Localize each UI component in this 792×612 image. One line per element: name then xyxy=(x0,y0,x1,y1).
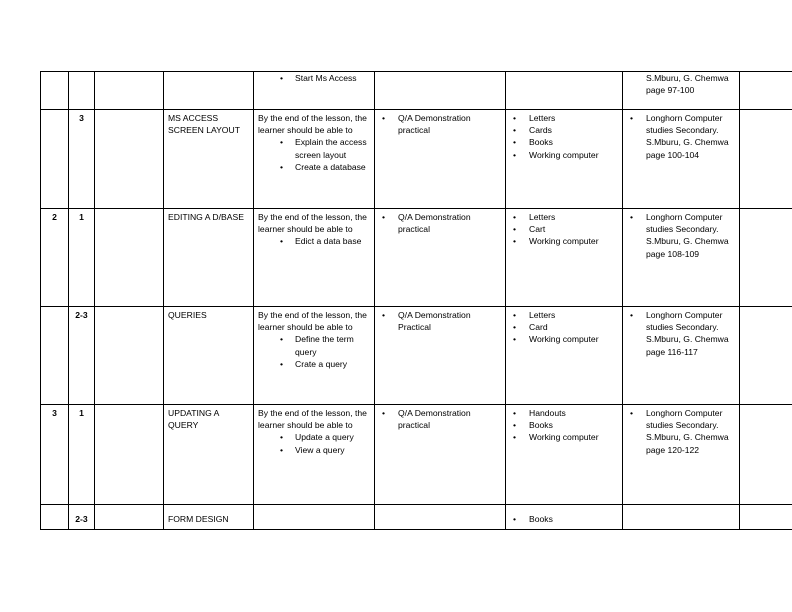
method-item-list xyxy=(379,211,501,235)
reference-item-list xyxy=(627,309,735,358)
lesson-cell xyxy=(69,405,95,505)
topic-cell xyxy=(164,505,254,530)
references-cell xyxy=(623,307,740,405)
objective-item: • Edict a data base xyxy=(278,235,370,247)
references-cell xyxy=(623,209,740,307)
resources-cell xyxy=(506,110,623,209)
topic-title: EDITING A D/BASE xyxy=(168,212,244,222)
methods-cell xyxy=(375,505,506,530)
methods-cell xyxy=(375,72,506,110)
resource-item: • Working computer xyxy=(510,431,618,443)
objective-item-list xyxy=(258,235,370,247)
topic-cell xyxy=(164,209,254,307)
reference-item: • Longhorn Computer studies Secondary. S.Mburu, G. Chemwa page 116-117 xyxy=(627,309,735,358)
objective-item-list xyxy=(258,136,370,173)
table-row xyxy=(41,209,792,307)
blank-cell xyxy=(95,405,164,505)
resource-item: • Letters xyxy=(510,211,618,223)
objectives-cell xyxy=(254,405,375,505)
objectives-intro: By the end of the lesson, the learner should be able to xyxy=(258,408,367,431)
blank-cell xyxy=(95,72,164,110)
references-cell xyxy=(623,110,740,209)
lesson-cell xyxy=(69,110,95,209)
method-item: • Q/A Demonstration practical xyxy=(379,407,501,431)
topic-cell xyxy=(164,405,254,505)
resources-cell xyxy=(506,209,623,307)
objectives-intro: By the end of the lesson, the learner should be able to xyxy=(258,310,367,333)
objectives-cell xyxy=(254,307,375,405)
resource-item: • Working computer xyxy=(510,235,618,247)
topic-cell xyxy=(164,110,254,209)
lesson-number: 2-3 xyxy=(75,310,88,320)
resource-item: • Handouts xyxy=(510,407,618,419)
topic-cell xyxy=(164,72,254,110)
resources-cell xyxy=(506,307,623,405)
week-cell xyxy=(41,405,69,505)
table-row xyxy=(41,405,792,505)
lesson-number: 1 xyxy=(79,212,84,222)
resources-cell xyxy=(506,405,623,505)
resources-cell xyxy=(506,505,623,530)
resources-cell xyxy=(506,72,623,110)
lesson-cell xyxy=(69,505,95,530)
objectives-cell xyxy=(254,209,375,307)
lesson-cell xyxy=(69,72,95,110)
lesson-number: 1 xyxy=(79,408,84,418)
scheme-of-work-table xyxy=(40,71,792,530)
week-cell xyxy=(41,209,69,307)
topic-cell xyxy=(164,307,254,405)
objectives-cell xyxy=(254,110,375,209)
remarks-cell xyxy=(740,110,792,209)
table-row xyxy=(41,307,792,405)
resource-item-list xyxy=(510,407,618,444)
blank-cell xyxy=(95,209,164,307)
objective-item-list xyxy=(258,72,370,84)
remarks-cell xyxy=(740,405,792,505)
resource-item: • Cart xyxy=(510,223,618,235)
method-item-list xyxy=(379,407,501,431)
objective-item: • Start Ms Access xyxy=(278,72,370,84)
resource-item-list xyxy=(510,211,618,248)
topic-title: MS ACCESS SCREEN LAYOUT xyxy=(168,113,240,136)
resource-item-list xyxy=(510,112,618,161)
topic-title: FORM DESIGN xyxy=(168,514,229,524)
reference-item-list xyxy=(627,211,735,260)
resource-item: • Working computer xyxy=(510,149,618,161)
methods-cell xyxy=(375,110,506,209)
methods-cell xyxy=(375,307,506,405)
week-cell xyxy=(41,72,69,110)
resource-item: • Books xyxy=(510,419,618,431)
objectives-cell xyxy=(254,72,375,110)
resource-item: • Books xyxy=(510,136,618,148)
references-cell xyxy=(623,405,740,505)
resource-item-list xyxy=(510,309,618,346)
reference-item: • Longhorn Computer studies Secondary. S.Mburu, G. Chemwa page 100-104 xyxy=(627,112,735,161)
reference-item-list xyxy=(627,407,735,456)
lesson-number: 2-3 xyxy=(75,514,88,524)
objective-item: • Define the term query xyxy=(278,333,370,357)
blank-cell xyxy=(95,505,164,530)
resource-item: • Cards xyxy=(510,124,618,136)
objective-item: • Create a database xyxy=(278,161,370,173)
lesson-cell xyxy=(69,209,95,307)
objectives-intro: By the end of the lesson, the learner should be able to xyxy=(258,212,367,235)
blank-cell xyxy=(95,307,164,405)
objective-item: • Crate a query xyxy=(278,358,370,370)
objective-item: • Update a query xyxy=(278,431,370,443)
method-item: • Q/A Demonstration practical xyxy=(379,112,501,136)
resource-item: • Letters xyxy=(510,309,618,321)
objective-item: • View a query xyxy=(278,444,370,456)
methods-cell xyxy=(375,209,506,307)
remarks-cell xyxy=(740,209,792,307)
remarks-cell xyxy=(740,307,792,405)
topic-title: UPDATING A QUERY xyxy=(168,408,219,431)
resource-item: • Card xyxy=(510,321,618,333)
blank-cell xyxy=(95,110,164,209)
lesson-cell xyxy=(69,307,95,405)
resource-item: • Working computer xyxy=(510,333,618,345)
objective-item: • Explain the access screen layout xyxy=(278,136,370,160)
references-cell xyxy=(623,505,740,530)
method-item-list xyxy=(379,112,501,136)
objective-item-list xyxy=(258,431,370,455)
objectives-cell xyxy=(254,505,375,530)
week-number: 3 xyxy=(52,408,57,418)
table-row xyxy=(41,110,792,209)
resource-item: • Books xyxy=(510,513,618,525)
objective-item-list xyxy=(258,333,370,370)
resource-item-list xyxy=(510,513,618,525)
method-item-list xyxy=(379,309,501,333)
reference-item-list xyxy=(627,112,735,161)
method-item: • Q/A Demonstration practical xyxy=(379,211,501,235)
week-number: 2 xyxy=(52,212,57,222)
resource-item: • Letters xyxy=(510,112,618,124)
week-cell xyxy=(41,505,69,530)
lesson-number: 3 xyxy=(79,113,84,123)
table-row xyxy=(41,72,792,110)
reference-item: • Longhorn Computer studies Secondary. S.Mburu, G. Chemwa page 108-109 xyxy=(627,211,735,260)
methods-cell xyxy=(375,405,506,505)
remarks-cell xyxy=(740,72,792,110)
method-item: • Q/A Demonstration Practical xyxy=(379,309,501,333)
references-cell xyxy=(623,72,740,110)
week-cell xyxy=(41,307,69,405)
remarks-cell xyxy=(740,505,792,530)
table-row xyxy=(41,505,792,530)
topic-title: QUERIES xyxy=(168,310,207,320)
reference-item: • Longhorn Computer studies Secondary. S.Mburu, G. Chemwa page 120-122 xyxy=(627,407,735,456)
reference-continuation: S.Mburu, G. Chemwa page 97-100 xyxy=(646,73,729,96)
objectives-intro: By the end of the lesson, the learner should be able to xyxy=(258,113,367,136)
week-cell xyxy=(41,110,69,209)
